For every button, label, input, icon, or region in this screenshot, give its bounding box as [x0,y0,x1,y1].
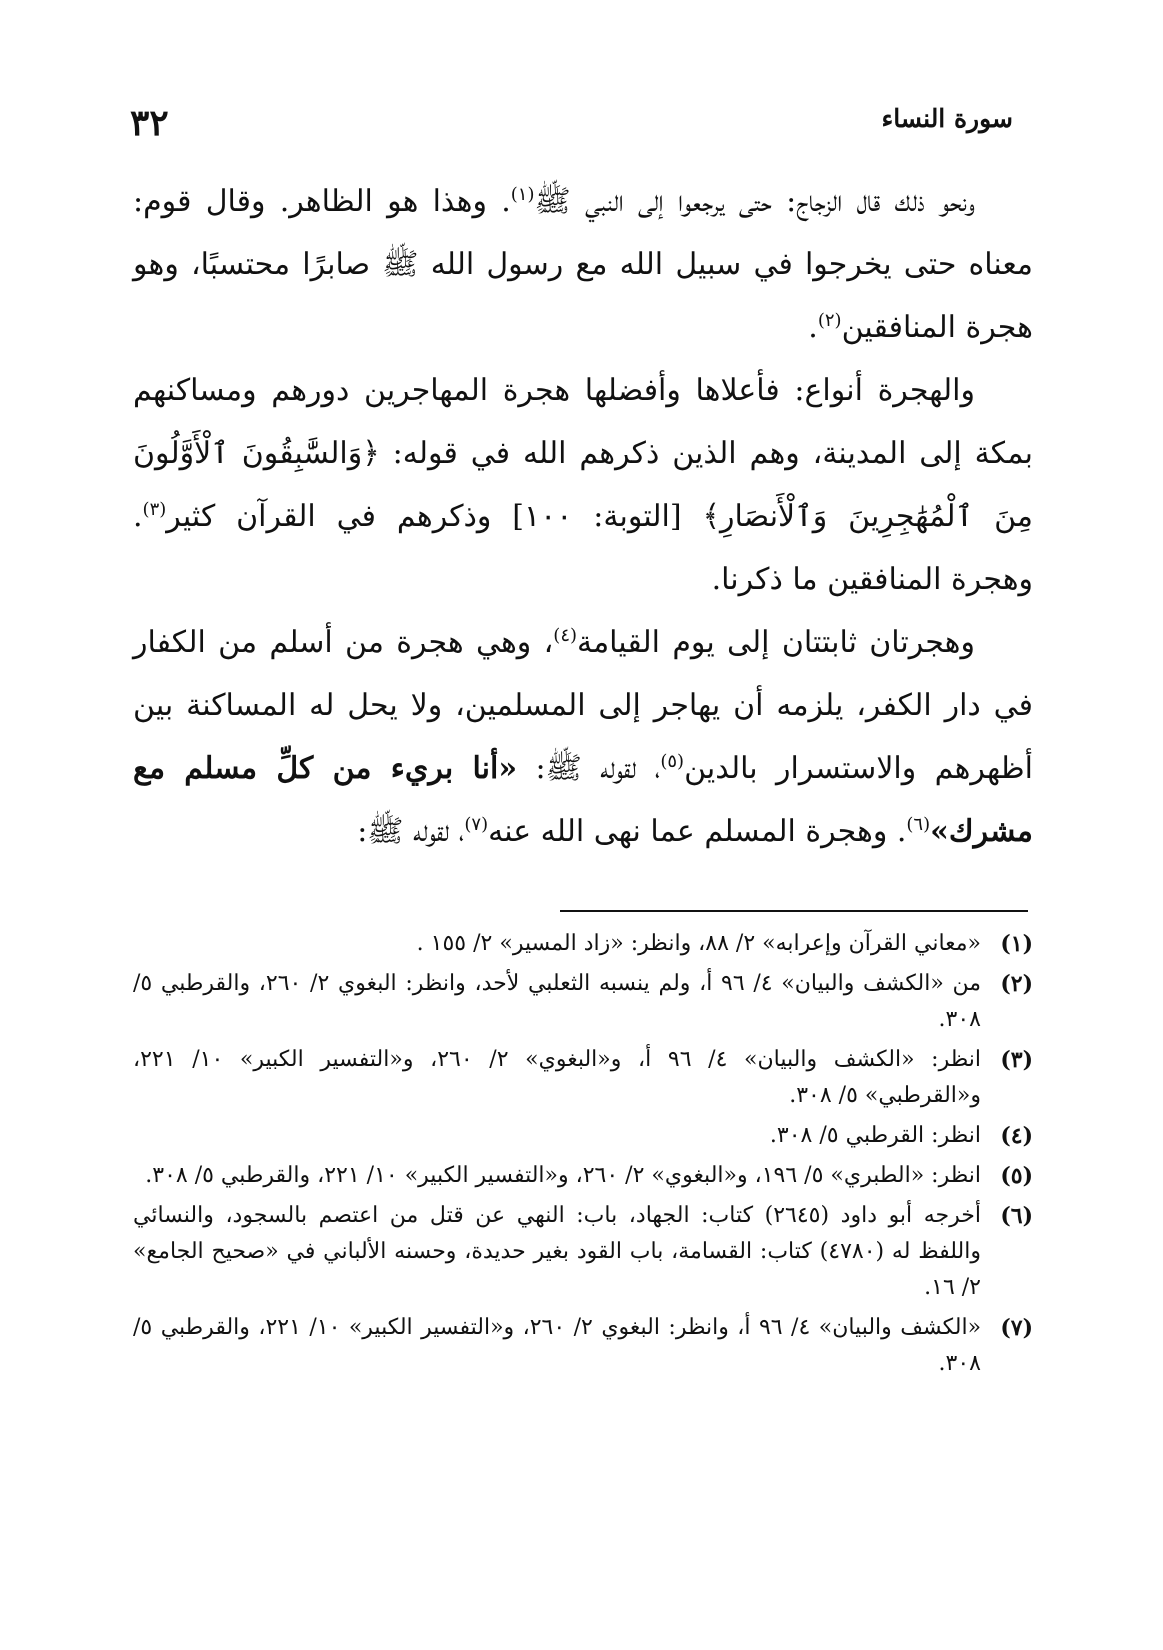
footnote-text: «معاني القرآن وإعرابه» ٢/ ٨٨، وانظر: «زاد المسير» ٢/ ١٥٥ . [416,931,981,956]
p3-text-e: ، لقوله ﷺ: [357,814,465,849]
p3-text-b: ، وهي هجرة من أسلم من الكفار في دار الكفر، يلزمه أن يهاجر إلى المسلمين، ولا يحل له المساكنة بين أظهرهم والاستسرار بالدين [133,625,1033,786]
p1-text-b: . وهذا هو الظاهر. وقال قوم: معناه حتى يخرجوا في سبيل الله مع رسول الله ﷺ صابرًا محتسبًا، وهو هجرة المنافقين [133,184,1033,345]
p3-text-c: ، لقوله ﷺ: [517,751,661,786]
footnote-2 [133,966,1033,1038]
footnote-ref-2: (٢) [817,310,842,331]
p1-text-c: . [808,310,818,345]
p2-text-a: والهجرة أنواع: فأعلاها وأفضلها هجرة المهاجرين دورهم ومساكنهم بمكة إلى المدينة، وهم الذين ذكرهم الله في قوله: ﴿وَالسَّٰبِقُونَ ٱلْأَوَّلُونَ مِنَ ٱلْمُهَٰجِرِينَ وَٱلْأَنصَارِ﴾ [التوبة: ١٠٠] وذكرهم في القرآن كثير [133,373,1033,534]
footnote-ref-7: (٧) [464,814,489,835]
footnote-text: «الكشف والبيان» ٤/ ٩٦ أ، وانظر: البغوي ٢/ ٢٦٠، و«التفسير الكبير» ١٠/ ٢٢١، والقرطبي ٥/ ٣٠٨. [133,1315,982,1376]
page-header [130,100,1013,160]
footnote-number: (٤) [1000,1123,1033,1149]
footnote-ref-1: (١) [510,184,535,205]
footnote-text: انظر: «الطبري» ٥/ ١٩٦، و«البغوي» ٢/ ٢٦٠، و«التفسير الكبير» ١٠/ ٢٢١، والقرطبي ٥/ ٣٠٨. [145,1163,981,1188]
footnote-number: (٢) [1000,971,1033,997]
paragraph-3 [133,611,1033,863]
footnote-text: انظر: «الكشف والبيان» ٤/ ٩٦ أ، و«البغوي» ٢/ ٢٦٠، و«التفسير الكبير» ١٠/ ٢٢١، و«القرطبي» ٥/ ٣٠٨. [133,1047,982,1108]
footnote-number: (١) [1000,931,1033,957]
footnote-number: (٦) [1000,1203,1033,1229]
footnote-6 [133,1198,1033,1306]
footnote-4 [133,1118,1033,1154]
footnote-number: (٧) [1000,1315,1033,1341]
footnote-text: انظر: القرطبي ٥/ ٣٠٨. [769,1123,981,1148]
footnote-number: (٥) [1000,1163,1033,1189]
footnote-ref-4: (٤) [553,625,578,646]
p3-text-d: . وهجرة المسلم عما نهى الله عنه [488,814,907,849]
footnote-3 [133,1042,1033,1114]
p2-text-b: . وهجرة المنافقين ما ذكرنا. [133,499,1033,597]
surah-title: سورة النساء [881,104,1013,133]
p1-text-a: ونحو ذلك قال الزجاج: حتى يرجعوا إلى النبي ﷺ [534,184,975,219]
footnote-number: (٣) [1000,1047,1033,1073]
paragraph-2 [133,359,1033,611]
p3-text-a: وهجرتان ثابتتان إلى يوم القيامة [577,625,975,660]
footnote-text: من «الكشف والبيان» ٤/ ٩٦ أ، ولم ينسبه الثعلبي لأحد، وانظر: البغوي ٢/ ٢٦٠، والقرطبي ٥/ ٣٠٨. [133,971,982,1032]
footnote-ref-6: (٦) [906,814,931,835]
footnote-separator [560,910,1028,912]
footnote-ref-3: (٣) [142,499,167,520]
footnote-5 [133,1158,1033,1194]
footnote-1 [133,926,1033,962]
footnote-text: أخرجه أبو داود (٢٦٤٥) كتاب: الجهاد، باب: النهي عن قتل من اعتصم بالسجود، والنسائي واللفظ له (٤٧٨٠) كتاب: القسامة، باب القود بغير حديدة، وحسنه الألباني في «صحيح الجامع» ٢/ ١٦. [133,1203,981,1300]
footnote-ref-5: (٥) [660,751,685,772]
footnotes [133,926,1033,1386]
paragraph-1 [133,170,1033,359]
hadith-quote: «أنا بريء من كلِّ مسلم مع مشرك» [133,751,1033,849]
main-text [133,170,1033,863]
page-number: ٣٢ [130,102,169,144]
footnote-7 [133,1310,1033,1382]
